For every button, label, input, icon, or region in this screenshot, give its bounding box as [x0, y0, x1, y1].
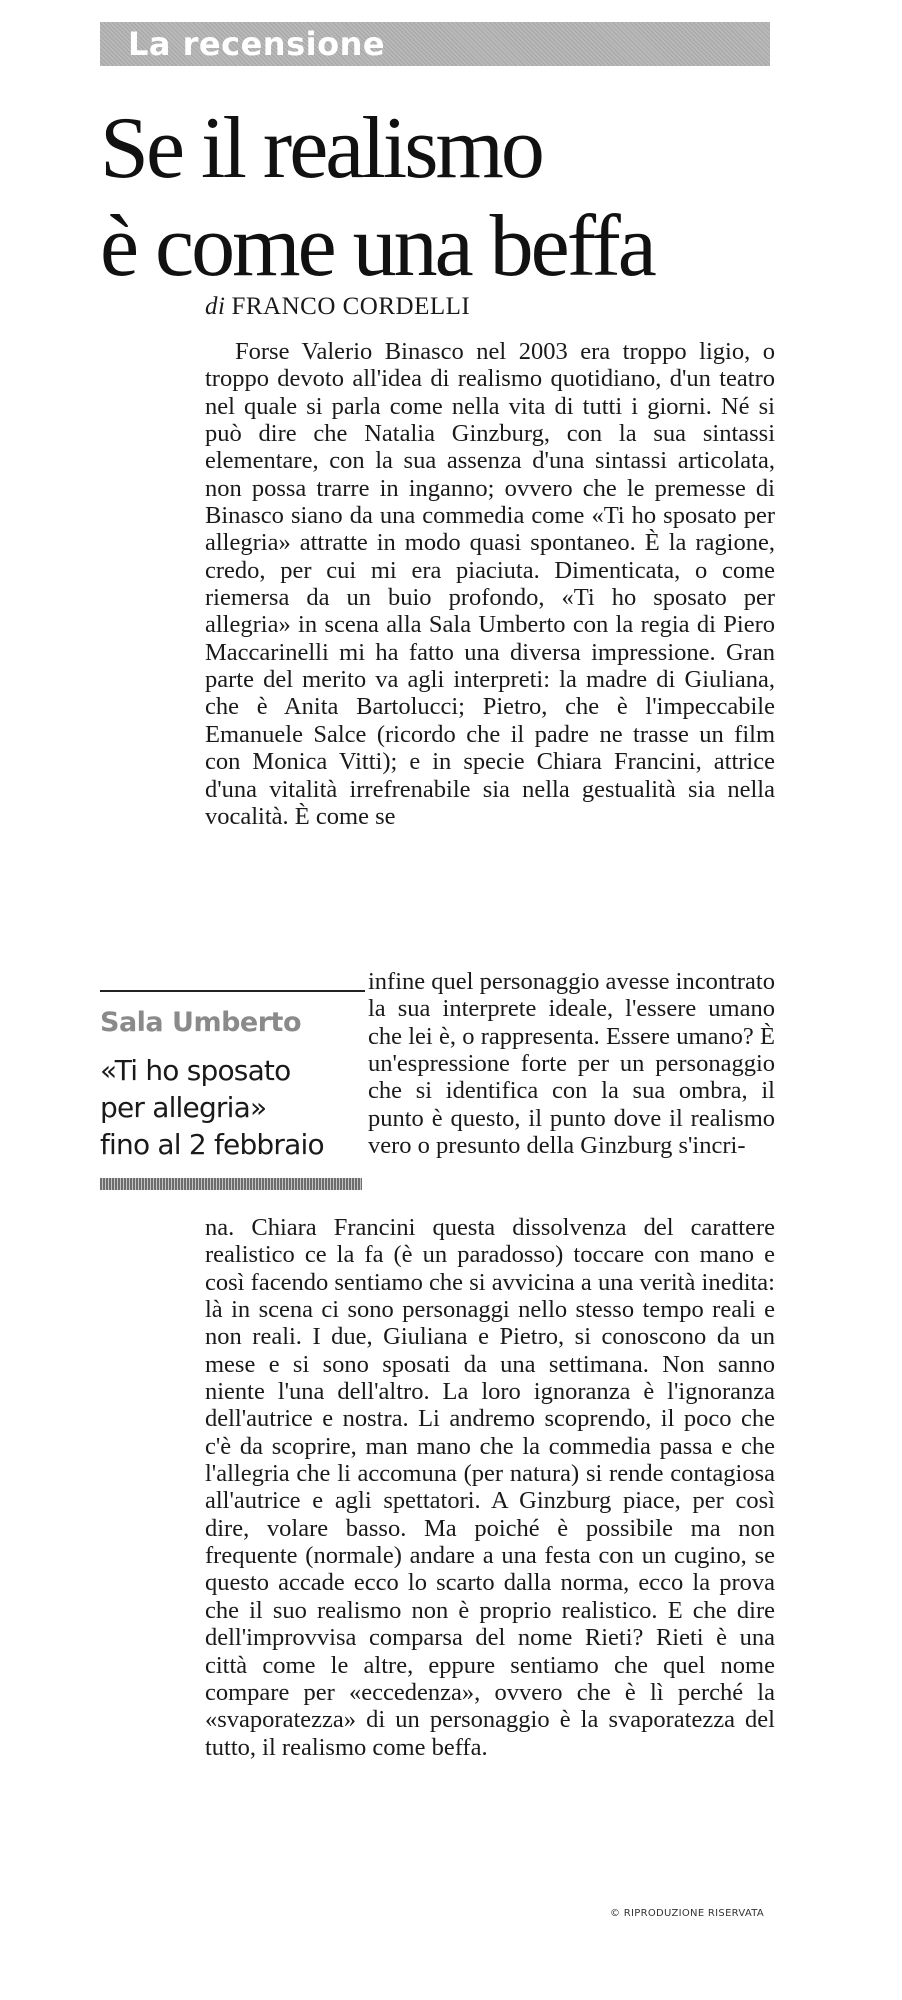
section-kicker-banner [100, 22, 770, 66]
article-body-wrapped-column: infine quel personaggio avesse incontrato la sua interprete ideale, l'essere umano che lei è, o rappresenta. Essere umano? È un'espressione forte per un personaggio che si identifica con la sua ombra, il punto è questo, il punto dove il realismo vero o presunto della Ginzburg s'incri- [368, 968, 775, 1160]
article-body-bottom: na. Chiara Francini questa dissolvenza del carattere realistico ce la fa (è un paradosso) toccare con mano e così facendo sentiamo che si avvicina a una verità inedita: là in scena ci sono personaggi nello stesso tempo reali e non reali. I due, Giuliana e Pietro, si conoscono da un mese e si sono sposati da una settimana. Non sanno niente l'una dell'altro. La loro ignoranza è l'ignoranza dell'autrice e nostra. Li andremo scoprendo, il poco che c'è da scoprire, man mano che la commedia passa e che l'allegria che li accomuna (per natura) si rende contagiosa all'autrice e agli spettatori. A Ginzburg piace, per così dire, volare basso. Ma poiché è possibile ma non frequente (normale) andare a una festa con un cugino, se questo accade ecco lo scarto dalla norma, ecco la prova che il suo realismo non è proprio realistico. E che dire dell'improvvisa comparsa del nome Rieti? Rieti è una città come le altre, eppure sentiamo che quel nome compare per «eccedenza», ovvero che è lì perché la «svaporatezza» di un personaggio è la svaporatezza del tutto, il realismo come beffa. [205, 1214, 775, 1761]
section-kicker-label: La recensione [128, 25, 386, 63]
headline-line-2: è come una beffa [100, 198, 654, 295]
infobox-top-rule [100, 990, 365, 992]
byline-prefix: di [205, 293, 226, 320]
article-body-top [205, 338, 775, 830]
infobox-title-line-2: per allegria» [100, 1091, 267, 1124]
article-headline [100, 100, 860, 296]
copyright-notice: © RIPRODUZIONE RISERVATA [610, 1908, 765, 1919]
infobox-title-line-1: «Ti ho sposato [100, 1054, 291, 1087]
infobox-dates: fino al 2 febbraio [100, 1128, 324, 1161]
headline-line-1: Se il realismo [100, 100, 542, 197]
infobox-bottom-bar [100, 1178, 362, 1190]
infobox-show-details [100, 1052, 370, 1163]
byline-author: FRANCO CORDELLI [231, 293, 471, 320]
article-paragraph-1: Forse Valerio Binasco nel 2003 era troppo ligio, o troppo devoto all'idea di realismo quotidiano, d'un teatro nel quale si parla come nella vita di tutti i giorni. Né si può dire che Natalia Ginzburg, con la sua sintassi elementare, con la sua assenza d'una sintassi articolata, non possa trarre in inganno; ovvero che le premesse di Binasco siano da una commedia come «Ti ho sposato per allegria» attratte in modo quasi spontaneo. È la ragione, credo, per cui mi era piaciuta. Dimenticata, o come riemersa da un buio profondo, «Ti ho sposato per allegria» in scena alla Sala Umberto con la regia di Piero Maccarinelli mi ha fatto una diversa impressione. Gran parte del merito va agli interpreti: la madre di Giuliana, che è Anita Bartolucci; Pietro, che è l'impeccabile Emanuele Salce (ricordo che il padre ne trasse un film con Monica Vitti); e in specie Chiara Francini, attrice d'una vitalità irrefrenabile sia nella gestualità sia nella vocalità. È come se [205, 338, 775, 830]
infobox-venue: Sala Umberto [100, 1007, 302, 1038]
byline [205, 293, 470, 321]
